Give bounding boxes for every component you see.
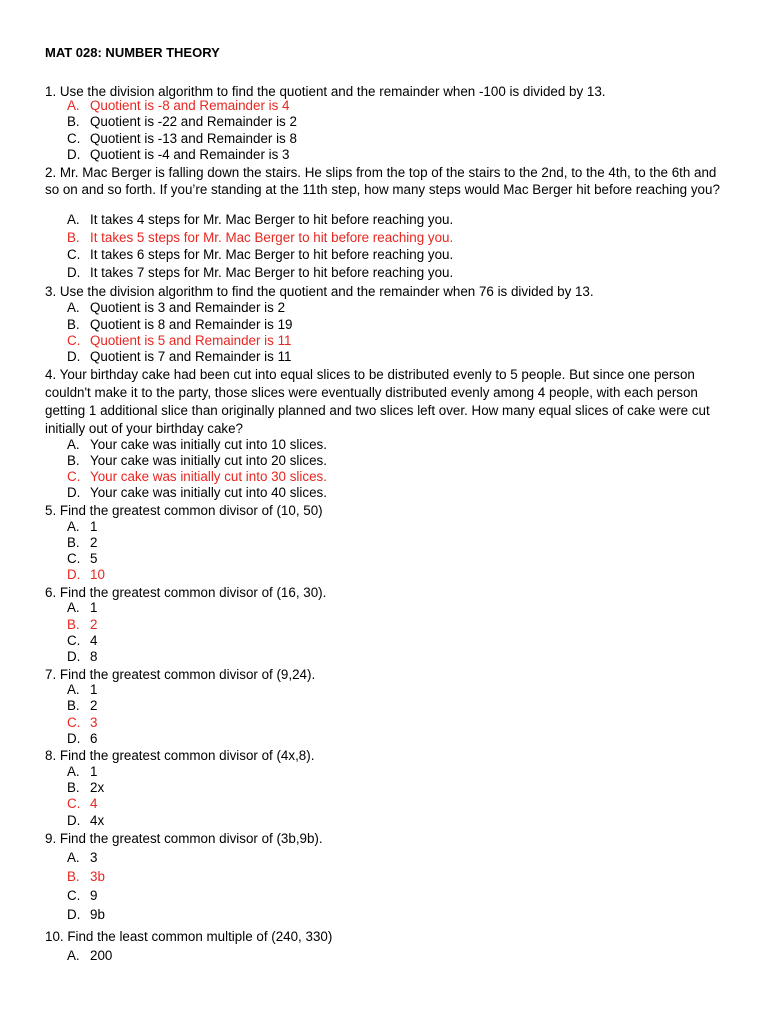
q5-option-c (67, 551, 97, 567)
option-text: 1 (90, 519, 98, 534)
option-letter: B. (67, 869, 80, 884)
option-letter: C. (67, 333, 81, 348)
option-letter: A. (67, 437, 80, 452)
option-text: 2x (90, 780, 105, 795)
option-text: 9 (90, 888, 98, 903)
question-6: 6. Find the greatest common divisor of (16, 30). (45, 585, 327, 600)
option-letter: D. (67, 147, 81, 162)
q9-option-c (67, 888, 97, 904)
q2-option-a (67, 212, 453, 228)
option-text: 2 (90, 617, 98, 632)
option-text: It takes 5 steps for Mr. Mac Berger to hit before reaching you. (90, 230, 454, 245)
option-letter: C. (67, 888, 81, 903)
q7-option-b (67, 698, 97, 714)
option-letter: C. (67, 715, 81, 730)
q6-option-c (67, 633, 97, 649)
question-4: 4. Your birthday cake had been cut into equal slices to be distributed evenly to 5 people. But since one person couldn't make it to the party, those slices were eventually distributed evenly among 4 people, with each person getting 1 additional slice than originally planned and two slices left over. How many equal slices of cake were cut initially out of your birthday cake? (45, 367, 710, 436)
option-text: 4 (90, 633, 98, 648)
question-9: 9. Find the greatest common divisor of (3b,9b). (45, 831, 323, 846)
option-text: Quotient is 7 and Remainder is 11 (90, 349, 292, 364)
option-letter: B. (67, 230, 80, 245)
option-text: 1 (90, 764, 98, 779)
option-letter: A. (67, 764, 80, 779)
option-text: 200 (90, 948, 113, 963)
question-7: 7. Find the greatest common divisor of (9,24). (45, 667, 316, 682)
option-letter: B. (67, 535, 80, 550)
q3-option-d (67, 349, 291, 365)
question-3: 3. Use the division algorithm to find the quotient and the remainder when 76 is divided by 13. (45, 284, 594, 299)
option-text: 3 (90, 715, 98, 730)
option-text: Quotient is 5 and Remainder is 11 (90, 333, 292, 348)
option-text: Your cake was initially cut into 30 slices. (90, 469, 327, 484)
option-letter: A. (67, 519, 80, 534)
q4-option-d (67, 485, 327, 501)
option-letter: B. (67, 317, 80, 332)
question-1: 1. Use the division algorithm to find the quotient and the remainder when -100 is divided by 13. (45, 84, 606, 99)
q9-option-d (67, 907, 105, 923)
option-text: 5 (90, 551, 98, 566)
document-title: MAT 028: NUMBER THEORY (45, 45, 220, 60)
q8-option-c (67, 796, 97, 812)
option-text: Your cake was initially cut into 40 slices. (90, 485, 327, 500)
option-text: Your cake was initially cut into 20 slices. (90, 453, 327, 468)
option-letter: B. (67, 698, 80, 713)
q1-option-c (67, 131, 297, 147)
option-letter: A. (67, 98, 80, 113)
option-letter: D. (67, 485, 81, 500)
option-letter: C. (67, 247, 81, 262)
option-letter: C. (67, 551, 81, 566)
option-text: Quotient is -8 and Remainder is 4 (90, 98, 290, 113)
option-letter: D. (67, 265, 81, 280)
option-letter: D. (67, 349, 81, 364)
question-2: 2. Mr. Mac Berger is falling down the stairs. He slips from the top of the stairs to the 2nd, to the 4th, to the 6th and so on and so forth. If you’re standing at the 11th step, how many steps would Mac Berger hit before reaching you? (45, 165, 720, 197)
question-5: 5. Find the greatest common divisor of (10, 50) (45, 503, 323, 518)
q4-option-a (67, 437, 327, 453)
option-letter: A. (67, 600, 80, 615)
option-text: 10 (90, 567, 105, 582)
q2-option-b (67, 230, 453, 246)
option-letter: A. (67, 850, 80, 865)
option-letter: D. (67, 731, 81, 746)
option-text: Quotient is 8 and Remainder is 19 (90, 317, 293, 332)
option-text: 3b (90, 869, 105, 884)
option-text: 2 (90, 535, 98, 550)
q6-option-d (67, 649, 97, 665)
option-text: 1 (90, 600, 98, 615)
q6-option-a (67, 600, 97, 616)
option-text: 1 (90, 682, 98, 697)
q8-option-b (67, 780, 104, 796)
option-text: 4 (90, 796, 98, 811)
q8-option-d (67, 813, 104, 829)
option-letter: D. (67, 649, 81, 664)
q5-option-a (67, 519, 97, 535)
option-letter: D. (67, 907, 81, 922)
option-text: Your cake was initially cut into 10 slices. (90, 437, 327, 452)
option-text: 8 (90, 649, 98, 664)
q1-option-a (67, 98, 289, 114)
option-text: Quotient is -4 and Remainder is 3 (90, 147, 290, 162)
option-text: 4x (90, 813, 105, 828)
option-letter: B. (67, 453, 80, 468)
q9-option-a (67, 850, 97, 866)
option-letter: B. (67, 617, 80, 632)
option-text: Quotient is 3 and Remainder is 2 (90, 300, 286, 315)
option-text: 3 (90, 850, 98, 865)
option-text: 6 (90, 731, 98, 746)
q2-option-c (67, 247, 453, 263)
option-text: It takes 7 steps for Mr. Mac Berger to hit before reaching you. (90, 265, 454, 280)
option-text: It takes 6 steps for Mr. Mac Berger to hit before reaching you. (90, 247, 454, 262)
q10-option-a (67, 948, 112, 964)
option-letter: A. (67, 682, 80, 697)
option-letter: C. (67, 633, 81, 648)
option-letter: B. (67, 780, 80, 795)
question-10: 10. Find the least common multiple of (240, 330) (45, 929, 333, 944)
q7-option-a (67, 682, 97, 698)
option-letter: C. (67, 796, 81, 811)
q3-option-b (67, 317, 292, 333)
q5-option-b (67, 535, 97, 551)
q4-option-b (67, 453, 327, 469)
q5-option-d (67, 567, 105, 583)
option-letter: A. (67, 300, 80, 315)
q6-option-b (67, 617, 97, 633)
option-letter: C. (67, 469, 81, 484)
option-text: 2 (90, 698, 98, 713)
q1-option-b (67, 114, 297, 130)
q3-option-a (67, 300, 285, 316)
option-letter: D. (67, 813, 81, 828)
q7-option-d (67, 731, 97, 747)
q2-option-d (67, 265, 453, 281)
option-letter: C. (67, 131, 81, 146)
option-text: It takes 4 steps for Mr. Mac Berger to hit before reaching you. (90, 212, 454, 227)
q3-option-c (67, 333, 291, 349)
option-letter: D. (67, 567, 81, 582)
option-text: 9b (90, 907, 105, 922)
q9-option-b (67, 869, 105, 885)
option-letter: B. (67, 114, 80, 129)
option-letter: A. (67, 948, 80, 963)
q4-option-c (67, 469, 327, 485)
option-text: Quotient is -13 and Remainder is 8 (90, 131, 297, 146)
option-letter: A. (67, 212, 80, 227)
q8-option-a (67, 764, 97, 780)
q7-option-c (67, 715, 97, 731)
option-text: Quotient is -22 and Remainder is 2 (90, 114, 297, 129)
question-8: 8. Find the greatest common divisor of (4x,8). (45, 748, 315, 763)
q1-option-d (67, 147, 289, 163)
